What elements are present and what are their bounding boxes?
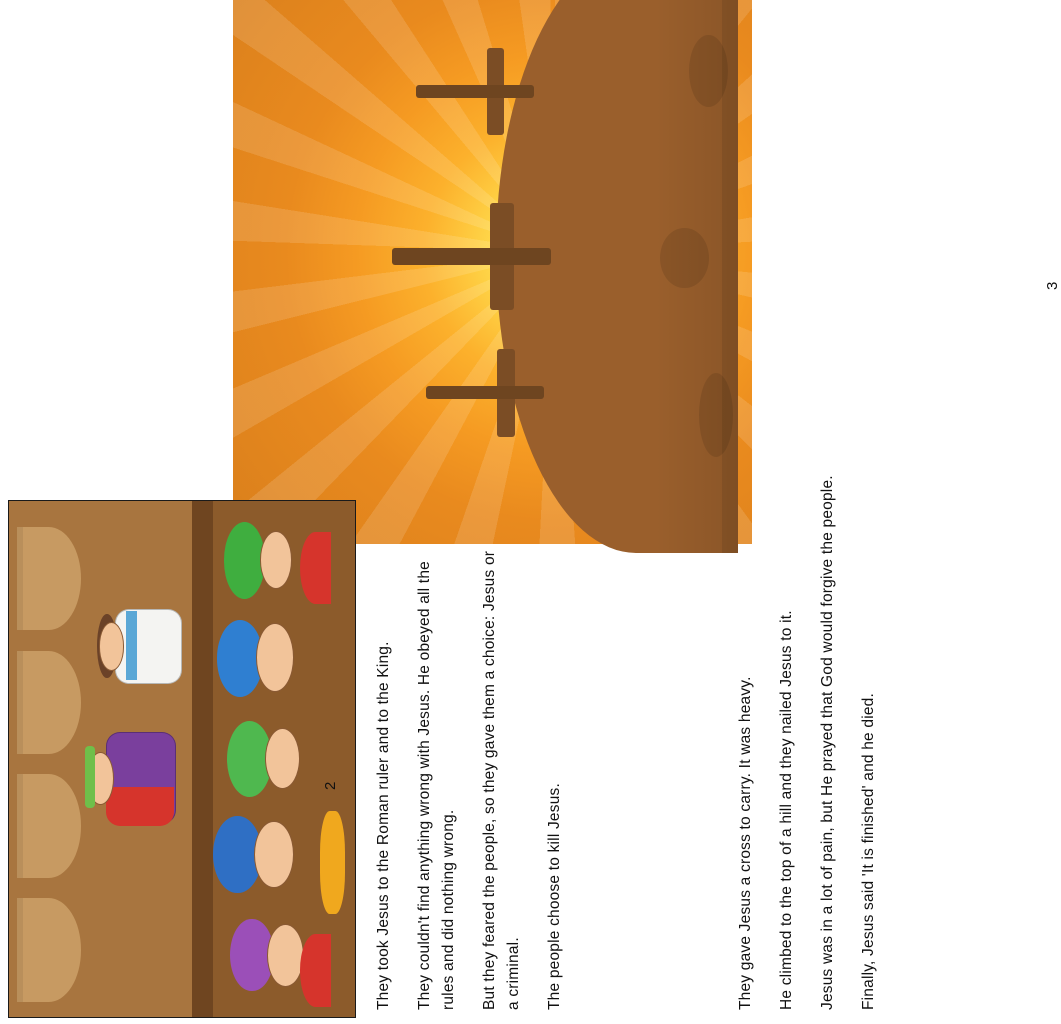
three-crosses-on-hill-illustration — [370, 8, 718, 496]
paragraph: Finally, Jesus said 'It is finished' and he died. — [860, 693, 878, 1010]
crosses-scene — [371, 9, 717, 495]
face — [267, 924, 304, 987]
paragraph: Jesus was in a lot of pain, but He prayed that God would forgive the people. — [819, 475, 837, 1010]
face — [265, 728, 300, 789]
cross-post — [416, 85, 534, 98]
jesus-head — [99, 622, 124, 670]
ruler-figure — [85, 728, 189, 826]
shield-icon — [320, 811, 344, 914]
palace-scene — [9, 501, 355, 1017]
paragraph: They couldn't find anything wrong with Jesus. He obeyed all the rules and did nothing wrong. — [416, 561, 458, 1010]
page-2-text — [372, 540, 584, 1010]
ruler-cloak — [106, 787, 175, 826]
jesus-before-pilate-illustration — [8, 500, 356, 1018]
archway — [17, 898, 82, 1001]
cross-post — [392, 248, 551, 265]
cross-center-icon — [392, 203, 551, 310]
crowd-person — [224, 522, 300, 599]
crowd-person — [213, 811, 306, 899]
soldier-helmet — [300, 934, 331, 1006]
cross-right-icon — [426, 349, 544, 436]
archway — [17, 774, 82, 877]
cross-left-icon — [416, 48, 534, 135]
hill-shadow-patch — [660, 228, 708, 288]
archway — [17, 651, 82, 754]
paragraph: He climbed to the top of a hill and they nailed Jesus to it. — [778, 610, 796, 1010]
crowd-person — [227, 718, 310, 801]
page-3-text — [734, 30, 898, 1010]
page-number: 3 — [1044, 281, 1061, 290]
crown-icon — [85, 746, 95, 809]
face — [254, 821, 293, 888]
hill-shadow-patch — [699, 373, 733, 457]
paragraph: The people choose to kill Jesus. — [546, 783, 564, 1010]
jesus-sash — [126, 611, 137, 680]
archway — [17, 527, 82, 630]
paragraph: They took Jesus to the Roman ruler and to the King. — [375, 641, 392, 1010]
jesus-figure — [99, 604, 189, 687]
hill-shadow-patch — [689, 35, 728, 107]
soldier-helmet — [300, 532, 331, 604]
paragraph: But they feared the people, so they gave them a choice: Jesus or a criminal. — [481, 550, 523, 1010]
paragraph: They gave Jesus a cross to carry. It was heavy. — [737, 676, 754, 1010]
cross-post — [426, 386, 544, 399]
face — [256, 623, 294, 692]
face — [260, 531, 292, 589]
page-number: 2 — [322, 781, 339, 790]
crowd-person — [217, 615, 307, 703]
floor-edge — [192, 501, 213, 1017]
